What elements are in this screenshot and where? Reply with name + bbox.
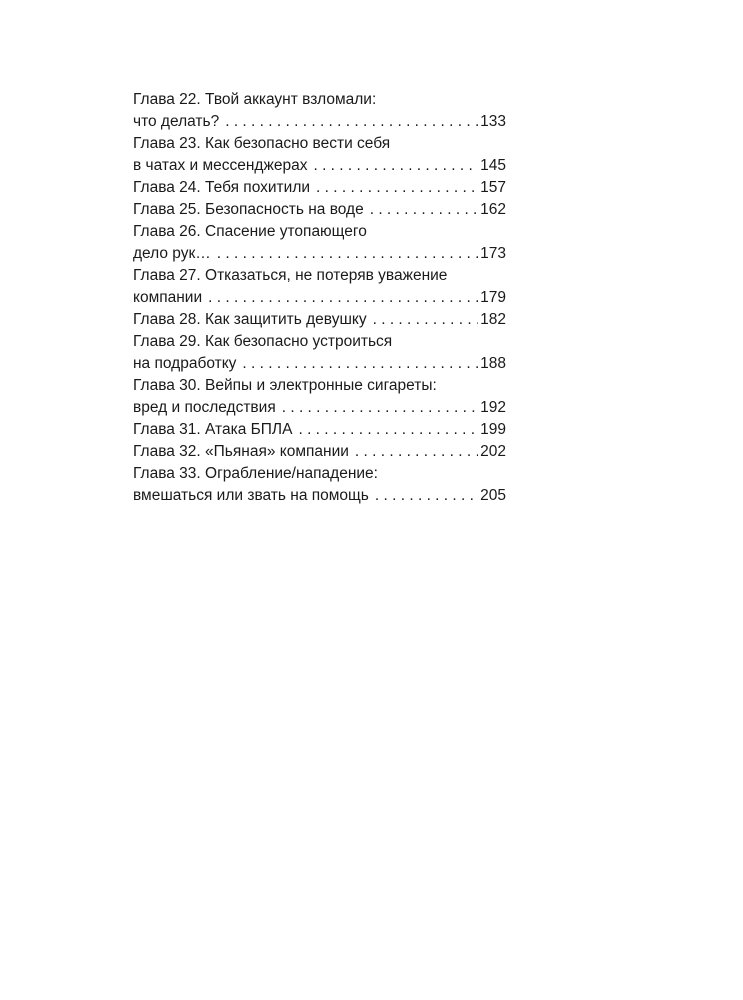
toc-entry-last-line	[133, 111, 506, 133]
toc-entry-last-line	[133, 287, 506, 309]
toc-page-number: 162	[480, 201, 506, 218]
toc-entry-chapter-25[interactable]	[133, 199, 506, 221]
toc-page-number: 202	[480, 443, 506, 460]
toc-entry-title-line: Глава 26. Спасение утопающего	[133, 223, 367, 240]
toc-page-number: 205	[480, 487, 506, 504]
toc-entry-chapter-30[interactable]	[133, 375, 506, 419]
toc-entry-last-line	[133, 397, 506, 419]
toc-entry-last-line	[133, 419, 506, 441]
dot-leader	[242, 353, 478, 375]
table-of-contents	[133, 89, 506, 507]
dot-leader	[313, 155, 478, 177]
dot-leader	[373, 309, 479, 331]
toc-page-number: 173	[480, 245, 506, 262]
toc-entry-title-end: Глава 28. Как защитить девушку	[133, 311, 367, 328]
toc-entry-title-end: Глава 32. «Пьяная» компании	[133, 443, 349, 460]
toc-entry-chapter-26[interactable]	[133, 221, 506, 265]
toc-entry-chapter-24[interactable]	[133, 177, 506, 199]
toc-entry-title-end: Глава 25. Безопасность на воде	[133, 201, 364, 218]
toc-entry-last-line	[133, 177, 506, 199]
toc-entry-title-end: на подработку	[133, 355, 237, 372]
dot-leader	[282, 397, 478, 419]
toc-entry-title-end: Глава 24. Тебя похитили	[133, 179, 311, 196]
toc-entry-last-line	[133, 155, 506, 177]
toc-entry-title-line: Глава 29. Как безопасно устроиться	[133, 333, 393, 350]
toc-entry-title-end: компании	[133, 289, 203, 306]
toc-entry-chapter-33[interactable]	[133, 463, 506, 507]
dot-leader	[298, 419, 478, 441]
dot-leader	[370, 199, 478, 221]
toc-entry-title-line: Глава 33. Ограбление/нападение:	[133, 465, 378, 482]
toc-page-number: 192	[480, 399, 506, 416]
toc-entry-last-line	[133, 441, 506, 463]
toc-entry-title-end: вмешаться или звать на помощь	[133, 487, 369, 504]
toc-entry-chapter-28[interactable]	[133, 309, 506, 331]
dot-leader	[225, 111, 478, 133]
dot-leader	[355, 441, 478, 463]
toc-entry-chapter-31[interactable]	[133, 419, 506, 441]
toc-entry-last-line	[133, 199, 506, 221]
toc-page-number: 145	[480, 157, 506, 174]
toc-page-number: 188	[480, 355, 506, 372]
toc-entry-last-line	[133, 353, 506, 375]
toc-entry-title-end: в чатах и мессенджерах	[133, 157, 308, 174]
toc-page-number: 199	[480, 421, 506, 438]
toc-entry-chapter-29[interactable]	[133, 331, 506, 375]
toc-page-number: 157	[480, 179, 506, 196]
toc-entry-last-line	[133, 309, 506, 331]
toc-entry-title-line: Глава 23. Как безопасно вести себя	[133, 135, 391, 152]
toc-entry-chapter-27[interactable]	[133, 265, 506, 309]
toc-page-number: 133	[480, 113, 506, 130]
toc-entry-last-line	[133, 485, 506, 507]
toc-entry-title-line: Глава 27. Отказаться, не потеряв уважение	[133, 267, 448, 284]
dot-leader	[375, 485, 478, 507]
toc-entry-last-line	[133, 243, 506, 265]
toc-entry-title-end: что делать?	[133, 113, 220, 130]
toc-entry-title-end: вред и последствия	[133, 399, 276, 416]
toc-page-number: 179	[480, 289, 506, 306]
dot-leader	[208, 287, 478, 309]
toc-entry-title-end: дело рук…	[133, 245, 211, 262]
toc-entry-chapter-23[interactable]	[133, 133, 506, 177]
dot-leader	[316, 177, 478, 199]
toc-entry-title-end: Глава 31. Атака БПЛА	[133, 421, 293, 438]
toc-entry-chapter-22[interactable]	[133, 89, 506, 133]
dot-leader	[217, 243, 478, 265]
toc-entry-title-line: Глава 22. Твой аккаунт взломали:	[133, 91, 377, 108]
toc-entry-chapter-32[interactable]	[133, 441, 506, 463]
toc-page-number: 182	[480, 311, 506, 328]
toc-entry-title-line: Глава 30. Вейпы и электронные сигареты:	[133, 377, 437, 394]
